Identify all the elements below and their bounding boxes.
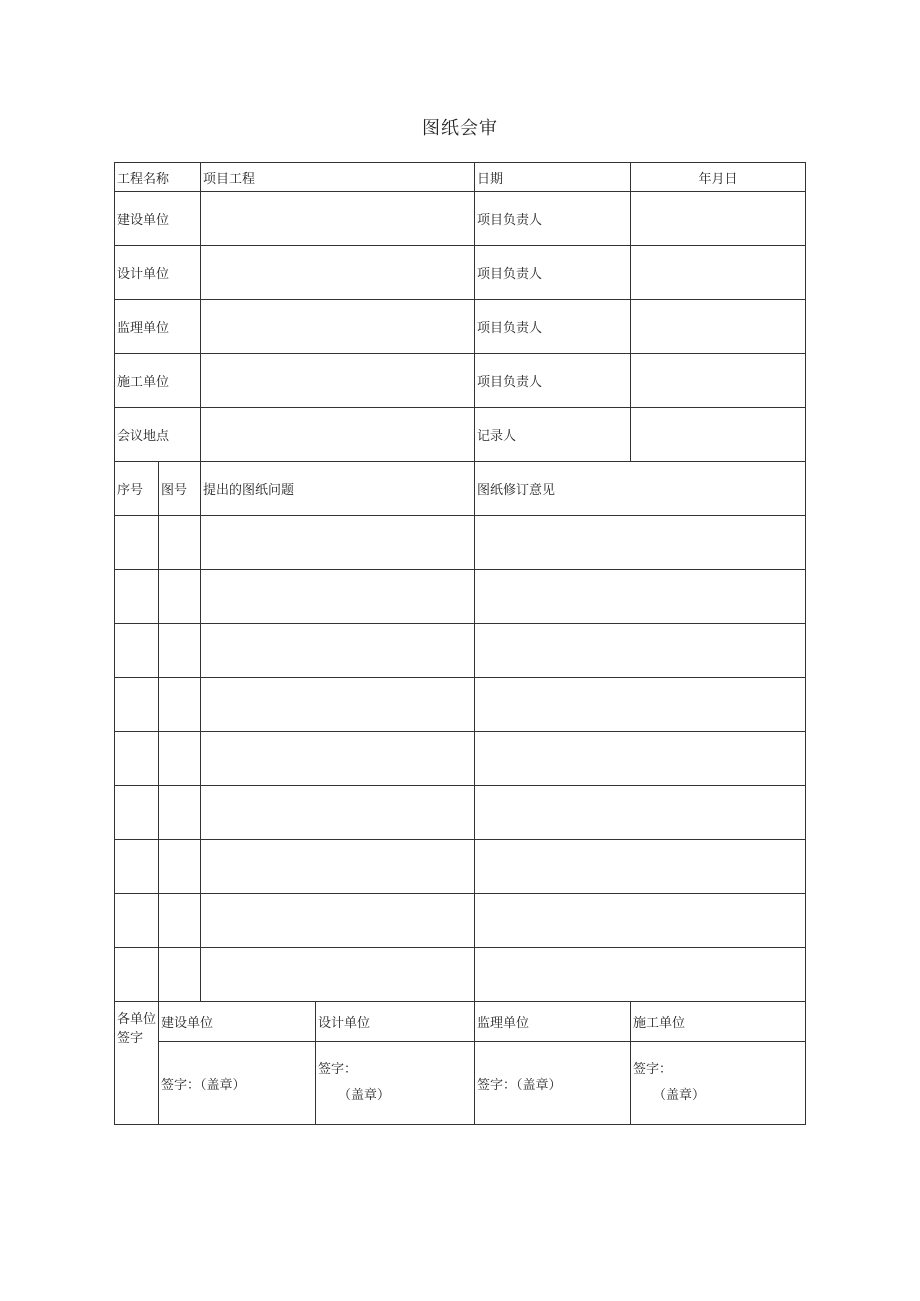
signature-unit-construction: 建设单位 bbox=[159, 1002, 316, 1042]
signature-unit-supervision: 监理单位 bbox=[475, 1002, 631, 1042]
leader-label: 项目负责人 bbox=[475, 246, 631, 300]
unit-label-design: 设计单位 bbox=[115, 246, 201, 300]
drawing-no-cell[interactable] bbox=[159, 840, 201, 894]
unit-row bbox=[115, 192, 806, 246]
unit-value-supervision[interactable] bbox=[201, 300, 475, 354]
leader-label: 项目负责人 bbox=[475, 192, 631, 246]
issues-header-row bbox=[115, 462, 806, 516]
issue-row bbox=[115, 570, 806, 624]
page-title: 图纸会审 bbox=[422, 118, 498, 139]
revision-header: 图纸修订意见 bbox=[475, 462, 806, 516]
seq-cell[interactable] bbox=[115, 732, 159, 786]
problem-cell[interactable] bbox=[201, 894, 475, 948]
meeting-row bbox=[115, 408, 806, 462]
issue-row bbox=[115, 678, 806, 732]
leader-value[interactable] bbox=[631, 246, 806, 300]
issue-row bbox=[115, 840, 806, 894]
signature-header-row bbox=[115, 1002, 806, 1042]
problem-cell[interactable] bbox=[201, 624, 475, 678]
signature-row-label bbox=[115, 1002, 159, 1125]
revision-cell[interactable] bbox=[475, 678, 806, 732]
issue-row bbox=[115, 624, 806, 678]
recorder-label: 记录人 bbox=[475, 408, 631, 462]
stamp-text: （盖章） bbox=[338, 1088, 391, 1103]
project-name-value[interactable]: 项目工程 bbox=[201, 163, 475, 192]
sign-stamp-text: 签字：（盖章） bbox=[161, 1077, 246, 1093]
project-row bbox=[115, 163, 806, 192]
signature-row-label-line2: 签字 bbox=[117, 1031, 144, 1046]
problem-cell[interactable] bbox=[201, 786, 475, 840]
sign-text: 签字： bbox=[318, 1062, 358, 1077]
drawing-no-cell[interactable] bbox=[159, 570, 201, 624]
revision-cell[interactable] bbox=[475, 570, 806, 624]
problem-cell[interactable] bbox=[201, 678, 475, 732]
seq-cell[interactable] bbox=[115, 786, 159, 840]
seq-cell[interactable] bbox=[115, 516, 159, 570]
sign-stamp-text: 签字：（盖章） bbox=[477, 1077, 562, 1093]
problem-cell[interactable] bbox=[201, 570, 475, 624]
issue-row bbox=[115, 948, 806, 1002]
seq-cell[interactable] bbox=[115, 894, 159, 948]
drawing-review-form bbox=[114, 162, 806, 1125]
signature-unit-contractor: 施工单位 bbox=[631, 1002, 806, 1042]
unit-label-construction: 建设单位 bbox=[115, 192, 201, 246]
leader-label: 项目负责人 bbox=[475, 300, 631, 354]
problem-cell[interactable] bbox=[201, 948, 475, 1002]
drawing-no-cell[interactable] bbox=[159, 732, 201, 786]
stamp-text: （盖章） bbox=[653, 1088, 706, 1103]
unit-row bbox=[115, 354, 806, 408]
drawing-no-cell[interactable] bbox=[159, 516, 201, 570]
date-value[interactable]: 年月日 bbox=[631, 163, 806, 192]
unit-label-supervision: 监理单位 bbox=[115, 300, 201, 354]
drawing-no-cell[interactable] bbox=[159, 948, 201, 1002]
problem-header: 提出的图纸问题 bbox=[201, 462, 475, 516]
unit-row bbox=[115, 300, 806, 354]
issue-row bbox=[115, 786, 806, 840]
signature-cell-construction[interactable] bbox=[159, 1042, 316, 1125]
problem-cell[interactable] bbox=[201, 840, 475, 894]
problem-cell[interactable] bbox=[201, 732, 475, 786]
unit-row bbox=[115, 246, 806, 300]
seq-header: 序号 bbox=[115, 462, 159, 516]
recorder-value[interactable] bbox=[631, 408, 806, 462]
drawing-no-cell[interactable] bbox=[159, 624, 201, 678]
signature-cell-design[interactable] bbox=[316, 1042, 475, 1125]
seq-cell[interactable] bbox=[115, 678, 159, 732]
unit-label-contractor: 施工单位 bbox=[115, 354, 201, 408]
seq-cell[interactable] bbox=[115, 624, 159, 678]
unit-value-design[interactable] bbox=[201, 246, 475, 300]
seq-cell[interactable] bbox=[115, 570, 159, 624]
revision-cell[interactable] bbox=[475, 624, 806, 678]
signature-cell-contractor[interactable] bbox=[631, 1042, 806, 1125]
issue-row bbox=[115, 894, 806, 948]
meeting-place-value[interactable] bbox=[201, 408, 475, 462]
problem-cell[interactable] bbox=[201, 516, 475, 570]
signature-unit-design: 设计单位 bbox=[316, 1002, 475, 1042]
issue-row bbox=[115, 516, 806, 570]
drawing-no-header: 图号 bbox=[159, 462, 201, 516]
revision-cell[interactable] bbox=[475, 786, 806, 840]
drawing-no-cell[interactable] bbox=[159, 786, 201, 840]
signature-body-row bbox=[115, 1042, 806, 1125]
drawing-no-cell[interactable] bbox=[159, 678, 201, 732]
issue-row bbox=[115, 732, 806, 786]
seq-cell[interactable] bbox=[115, 948, 159, 1002]
signature-row-label-line1: 各单位 bbox=[117, 1012, 157, 1027]
unit-value-construction[interactable] bbox=[201, 192, 475, 246]
revision-cell[interactable] bbox=[475, 516, 806, 570]
sign-text: 签字： bbox=[633, 1062, 673, 1077]
revision-cell[interactable] bbox=[475, 948, 806, 1002]
meeting-place-label: 会议地点 bbox=[115, 408, 201, 462]
leader-value[interactable] bbox=[631, 300, 806, 354]
seq-cell[interactable] bbox=[115, 840, 159, 894]
revision-cell[interactable] bbox=[475, 732, 806, 786]
signature-cell-supervision[interactable] bbox=[475, 1042, 631, 1125]
leader-value[interactable] bbox=[631, 354, 806, 408]
leader-value[interactable] bbox=[631, 192, 806, 246]
revision-cell[interactable] bbox=[475, 894, 806, 948]
project-name-label: 工程名称 bbox=[115, 163, 201, 192]
leader-label: 项目负责人 bbox=[475, 354, 631, 408]
revision-cell[interactable] bbox=[475, 840, 806, 894]
drawing-no-cell[interactable] bbox=[159, 894, 201, 948]
unit-value-contractor[interactable] bbox=[201, 354, 475, 408]
date-label: 日期 bbox=[475, 163, 631, 192]
